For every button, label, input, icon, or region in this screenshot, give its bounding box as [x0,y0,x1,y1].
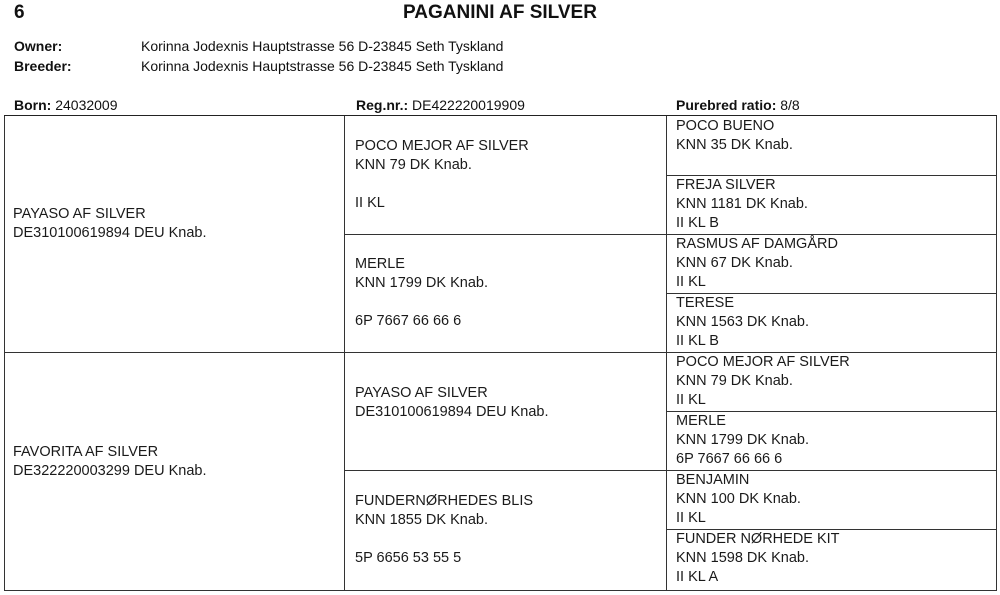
grid-line [666,116,667,590]
born-value: 24032009 [55,97,118,113]
great-grandparent-reg: KNN 79 DK Knab. [676,373,793,389]
grandparent-name: FUNDERNØRHEDES BLIS [355,493,534,509]
great-grandparent-extra: II KL [676,274,706,290]
great-grandparent-name: FREJA SILVER [676,177,776,193]
header-rule [4,115,997,116]
great-grandparent-extra: 6P 7667 66 66 6 [676,451,783,467]
sire-reg: DE310100619894 DEU Knab. [13,225,207,241]
great-grandparent-extra: II KL B [676,215,719,231]
great-grandparent-reg: KNN 35 DK Knab. [676,137,793,153]
grandparent-reg: DE310100619894 DEU Knab. [355,404,549,420]
grid-line [4,116,5,590]
entry-number: 6 [14,2,25,23]
born-label: Born: [14,97,52,113]
dam-cell [13,443,206,481]
sire-name: PAYASO AF SILVER [13,206,146,222]
great-grandparent-name: MERLE [676,413,726,429]
great-grandparent-name: BENJAMIN [676,472,750,488]
reg-field [356,97,525,113]
grandparent-name: PAYASO AF SILVER [355,385,488,401]
grid-line [344,470,997,471]
great-grandparent-name: POCO MEJOR AF SILVER [676,354,850,370]
great-grandparent-extra: II KL [676,392,706,408]
page-title: PAGANINI AF SILVER [403,2,597,23]
grandparent-extra: 6P 7667 66 66 6 [355,313,462,329]
grid-line [4,590,997,591]
great-grandparent-reg: KNN 1181 DK Knab. [676,196,808,212]
grandparent-extra: 5P 6656 53 55 5 [355,550,462,566]
owner-value: Korinna Jodexnis Hauptstrasse 56 D-23845 Seth Tyskland [141,38,504,54]
sire-cell [13,205,206,243]
great-grandparent-cell-5 [676,353,850,410]
great-grandparent-name: FUNDER NØRHEDE KIT [676,531,840,547]
great-grandparent-cell-6 [676,412,809,469]
grandparent-cell-2 [355,255,488,331]
great-grandparent-cell-3 [676,235,838,292]
born-field [14,97,118,113]
grid-line [344,234,997,235]
great-grandparent-cell-7 [676,471,801,528]
grandparent-extra: II KL [355,195,385,211]
reg-label: Reg.nr.: [356,97,409,113]
owner-label: Owner: [14,38,63,54]
grid-line [996,116,997,590]
grandparent-cell-1 [355,137,529,213]
grandparent-cell-4 [355,492,533,568]
breeder-value: Korinna Jodexnis Hauptstrasse 56 D-23845 Seth Tyskland [141,58,504,74]
great-grandparent-reg: KNN 100 DK Knab. [676,491,801,507]
purebred-label: Purebred ratio: [676,97,777,113]
reg-value: DE422220019909 [412,97,525,113]
great-grandparent-name: POCO BUENO [676,118,775,134]
great-grandparent-reg: KNN 1563 DK Knab. [676,314,809,330]
great-grandparent-cell-2 [676,176,808,233]
breeder-label: Breeder: [14,58,72,74]
great-grandparent-reg: KNN 1598 DK Knab. [676,550,809,566]
grandparent-cell-3 [355,384,548,422]
great-grandparent-name: TERESE [676,295,735,311]
great-grandparent-cell-1 [676,117,793,155]
great-grandparent-cell-8 [676,530,840,587]
great-grandparent-reg: KNN 67 DK Knab. [676,255,793,271]
grandparent-name: POCO MEJOR AF SILVER [355,138,529,154]
purebred-value: 8/8 [780,97,800,113]
great-grandparent-extra: II KL B [676,333,719,349]
purebred-field [676,97,800,113]
great-grandparent-cell-4 [676,294,809,351]
dam-reg: DE322220003299 DEU Knab. [13,463,207,479]
great-grandparent-extra: II KL [676,510,706,526]
great-grandparent-name: RASMUS AF DAMGÅRD [676,236,838,252]
grid-line [344,116,345,590]
grandparent-reg: KNN 79 DK Knab. [355,157,472,173]
great-grandparent-extra: II KL A [676,569,719,585]
grandparent-reg: KNN 1799 DK Knab. [355,275,488,291]
grandparent-reg: KNN 1855 DK Knab. [355,512,488,528]
grandparent-name: MERLE [355,256,405,272]
great-grandparent-reg: KNN 1799 DK Knab. [676,432,809,448]
dam-name: FAVORITA AF SILVER [13,444,159,460]
